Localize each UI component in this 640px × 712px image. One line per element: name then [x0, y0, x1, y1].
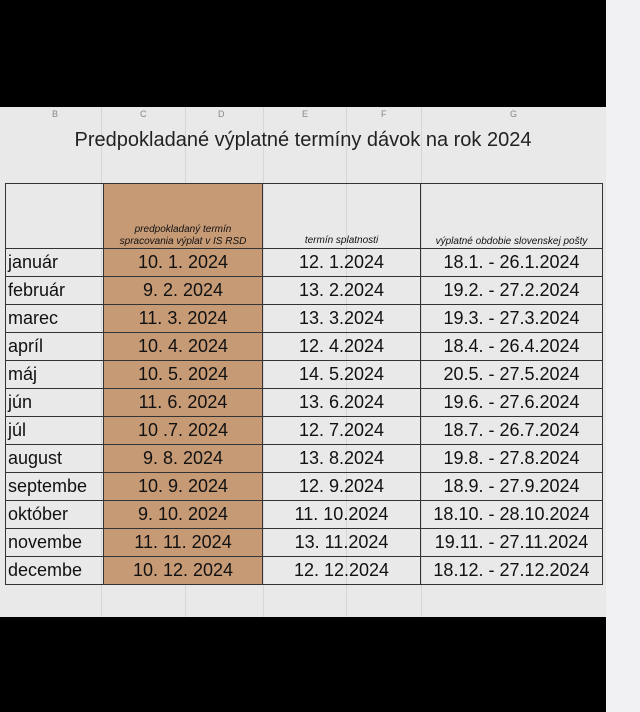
- payout-period-cell[interactable]: 19.3. - 27.3.2024: [421, 305, 603, 333]
- processing-date-cell[interactable]: 10. 4. 2024: [104, 333, 263, 361]
- month-cell[interactable]: august: [6, 445, 104, 473]
- payout-period-cell[interactable]: 18.9. - 27.9.2024: [421, 473, 603, 501]
- due-date-cell[interactable]: 12. 9.2024: [263, 473, 421, 501]
- month-cell[interactable]: septembe: [6, 473, 104, 501]
- payout-period-cell[interactable]: 18.1. - 26.1.2024: [421, 249, 603, 277]
- column-letter-d[interactable]: D: [218, 109, 225, 119]
- payout-period-cell[interactable]: 19.11. - 27.11.2024: [421, 529, 603, 557]
- due-date-cell[interactable]: 13. 8.2024: [263, 445, 421, 473]
- month-cell[interactable]: marec: [6, 305, 104, 333]
- table-row: [6, 277, 603, 305]
- header-period[interactable]: výplatné obdobie slovenskej pošty: [421, 184, 603, 249]
- due-date-cell[interactable]: 14. 5.2024: [263, 361, 421, 389]
- table-row: [6, 333, 603, 361]
- payout-period-cell[interactable]: 18.4. - 26.4.2024: [421, 333, 603, 361]
- column-letter-e[interactable]: E: [302, 109, 309, 119]
- payout-period-cell[interactable]: 19.6. - 27.6.2024: [421, 389, 603, 417]
- processing-date-cell[interactable]: 10 .7. 2024: [104, 417, 263, 445]
- table-row: [6, 445, 603, 473]
- processing-date-cell[interactable]: 11. 6. 2024: [104, 389, 263, 417]
- processing-date-cell[interactable]: 9. 10. 2024: [104, 501, 263, 529]
- payment-schedule-table: [5, 183, 603, 585]
- sheet-title: Predpokladané výplatné termíny dávok na rok 2024: [74, 129, 532, 151]
- processing-date-cell[interactable]: 10. 1. 2024: [104, 249, 263, 277]
- spreadsheet-area: [0, 107, 606, 617]
- due-date-cell[interactable]: 13. 11.2024: [263, 529, 421, 557]
- payout-period-cell[interactable]: 20.5. - 27.5.2024: [421, 361, 603, 389]
- table-row: [6, 501, 603, 529]
- payout-period-cell[interactable]: 19.2. - 27.2.2024: [421, 277, 603, 305]
- processing-date-cell[interactable]: 10. 9. 2024: [104, 473, 263, 501]
- column-letter-b[interactable]: B: [52, 109, 59, 119]
- due-date-cell[interactable]: 12. 4.2024: [263, 333, 421, 361]
- month-cell[interactable]: júl: [6, 417, 104, 445]
- table-row: [6, 529, 603, 557]
- payout-period-cell[interactable]: 18.12. - 27.12.2024: [421, 557, 603, 585]
- due-date-cell[interactable]: 12. 1.2024: [263, 249, 421, 277]
- payout-period-cell[interactable]: 19.8. - 27.8.2024: [421, 445, 603, 473]
- month-cell[interactable]: máj: [6, 361, 104, 389]
- header-due[interactable]: termín splatnosti: [263, 184, 421, 249]
- table-row: [6, 557, 603, 585]
- column-letter-f[interactable]: F: [381, 109, 387, 119]
- month-cell[interactable]: január: [6, 249, 104, 277]
- month-cell[interactable]: novembe: [6, 529, 104, 557]
- processing-date-cell[interactable]: 11. 11. 2024: [104, 529, 263, 557]
- due-date-cell[interactable]: 13. 6.2024: [263, 389, 421, 417]
- month-cell[interactable]: apríl: [6, 333, 104, 361]
- due-date-cell[interactable]: 12. 7.2024: [263, 417, 421, 445]
- table-row: [6, 389, 603, 417]
- payout-period-cell[interactable]: 18.10. - 28.10.2024: [421, 501, 603, 529]
- due-date-cell[interactable]: 13. 2.2024: [263, 277, 421, 305]
- due-date-cell[interactable]: 11. 10.2024: [263, 501, 421, 529]
- month-cell[interactable]: október: [6, 501, 104, 529]
- month-cell[interactable]: jún: [6, 389, 104, 417]
- table-row: [6, 249, 603, 277]
- table-row: [6, 473, 603, 501]
- header-row: [6, 184, 603, 249]
- header-processing[interactable]: predpokladaný termín spracovania výplat v IS RSD: [104, 184, 263, 249]
- processing-date-cell[interactable]: 10. 5. 2024: [104, 361, 263, 389]
- table-row: [6, 417, 603, 445]
- table-row: [6, 361, 603, 389]
- processing-date-cell[interactable]: 10. 12. 2024: [104, 557, 263, 585]
- processing-date-cell[interactable]: 11. 3. 2024: [104, 305, 263, 333]
- due-date-cell[interactable]: 12. 12.2024: [263, 557, 421, 585]
- payout-period-cell[interactable]: 18.7. - 26.7.2024: [421, 417, 603, 445]
- column-letter-c[interactable]: C: [140, 109, 147, 119]
- month-cell[interactable]: február: [6, 277, 104, 305]
- column-letter-g[interactable]: G: [510, 109, 518, 119]
- header-month[interactable]: [6, 184, 104, 249]
- processing-date-cell[interactable]: 9. 2. 2024: [104, 277, 263, 305]
- right-strip: [606, 0, 640, 712]
- due-date-cell[interactable]: 13. 3.2024: [263, 305, 421, 333]
- table-row: [6, 305, 603, 333]
- processing-date-cell[interactable]: 9. 8. 2024: [104, 445, 263, 473]
- month-cell[interactable]: decembe: [6, 557, 104, 585]
